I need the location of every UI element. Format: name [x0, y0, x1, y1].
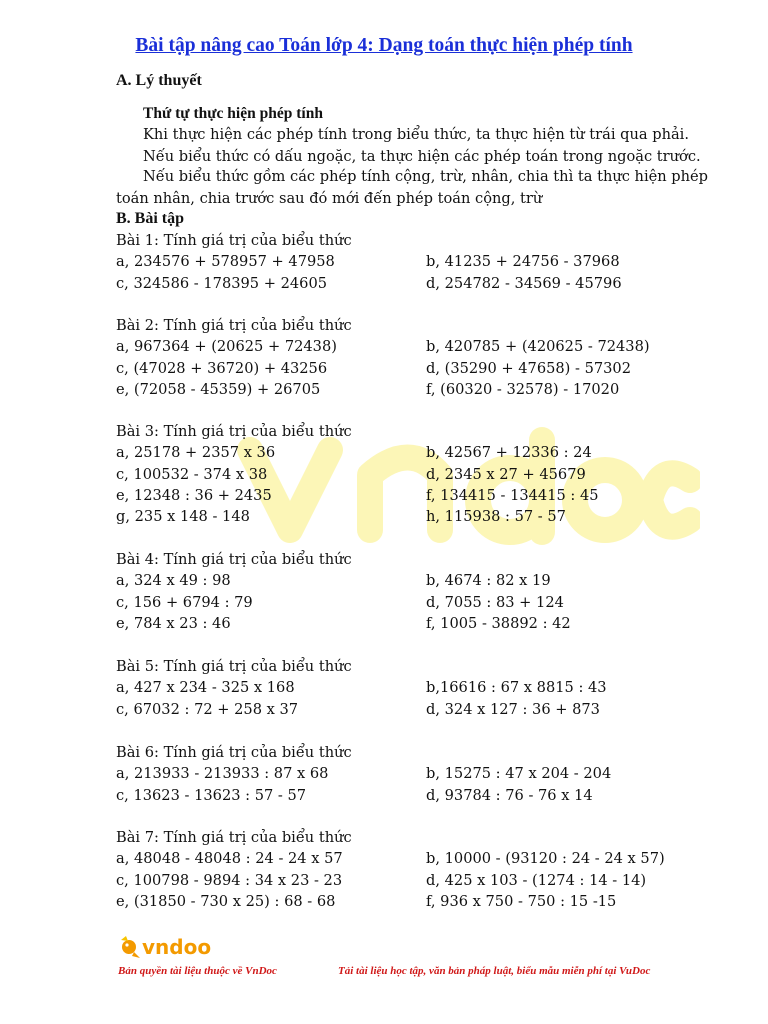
- section-a-subheading: Thứ tự thực hiện phép tính: [143, 105, 323, 122]
- exercise-item: b, 42567 + 12336 : 24: [426, 444, 592, 462]
- exercise-item: h, 115938 : 57 - 57: [426, 508, 566, 526]
- exercise-item: f, 936 x 750 - 750 : 15 -15: [426, 892, 617, 910]
- section-a-heading: A. Lý thuyết: [116, 72, 202, 89]
- footer-copyright: Bản quyền tài liệu thuộc về VnDoc: [118, 965, 277, 977]
- exercise-item: b, 10000 - (93120 : 24 - 24 x 57): [426, 850, 665, 868]
- exercise-title: Bài 2: Tính giá trị của biểu thức: [116, 317, 352, 334]
- rule-3: Nếu biểu thức gồm các phép tính cộng, trừ, nhân, chia thì ta thực hiện phép toán nhân, chia trước sau đó mới đến phép toán cộng, trừ: [116, 168, 709, 207]
- exercise-item: g, 235 x 148 - 148: [116, 508, 250, 526]
- exercise-item: e, (72058 - 45359) + 26705: [116, 380, 321, 398]
- exercise-item: b, 4674 : 82 x 19: [426, 572, 551, 590]
- logo-text: vndoo: [142, 935, 212, 959]
- exercise-item: c, 156 + 6794 : 79: [116, 593, 253, 611]
- vndoc-logo-icon: [118, 932, 228, 962]
- exercise-item: a, 427 x 234 - 325 x 168: [116, 679, 295, 697]
- exercise-item: f, 1005 - 38892 : 42: [426, 614, 571, 632]
- rule-2: Nếu biểu thức có dấu ngoặc, ta thực hiện các phép toán trong ngoặc trước.: [143, 148, 701, 165]
- exercise-item: c, 324586 - 178395 + 24605: [116, 274, 328, 292]
- exercise-item: c, 100798 - 9894 : 34 x 23 - 23: [116, 871, 343, 889]
- page-title: Bài tập nâng cao Toán lớp 4: Dạng toán thực hiện phép tính: [135, 35, 633, 56]
- exercise-item: a, 213933 - 213933 : 87 x 68: [116, 765, 329, 783]
- exercise-title: Bài 1: Tính giá trị của biểu thức: [116, 232, 352, 249]
- exercise-item: d, 254782 - 34569 - 45796: [426, 274, 622, 292]
- exercise-item: d, 324 x 127 : 36 + 873: [426, 700, 600, 718]
- exercise-item: a, 25178 + 2357 x 36: [116, 444, 276, 462]
- exercise-item: e, (31850 - 730 x 25) : 68 - 68: [116, 892, 336, 910]
- exercise-item: c, 100532 - 374 x 38: [116, 465, 268, 483]
- exercise-item: c, 67032 : 72 + 258 x 37: [116, 700, 299, 718]
- exercise-item: b, 420785 + (420625 - 72438): [426, 338, 650, 356]
- exercise-item: a, 48048 - 48048 : 24 - 24 x 57: [116, 850, 343, 868]
- exercise-title: Bài 7: Tính giá trị của biểu thức: [116, 829, 352, 846]
- footer-download-link[interactable]: Tải tài liệu học tập, văn bản pháp luật, biểu mẫu miễn phí tại VuDoc: [338, 965, 651, 977]
- exercise-item: d, 7055 : 83 + 124: [426, 593, 564, 611]
- exercise-item: c, (47028 + 36720) + 43256: [116, 359, 328, 377]
- exercise-item: e, 784 x 23 : 46: [116, 614, 231, 632]
- exercise-item: b,16616 : 67 x 8815 : 43: [426, 679, 607, 697]
- exercise-item: a, 234576 + 578957 + 47958: [116, 253, 335, 271]
- exercise-title: Bài 4: Tính giá trị của biểu thức: [116, 551, 352, 568]
- exercise-item: f, (60320 - 32578) - 17020: [426, 380, 620, 398]
- exercise-item: a, 967364 + (20625 + 72438): [116, 338, 337, 356]
- section-b-heading: B. Bài tập: [116, 210, 185, 227]
- exercise-item: f, 134415 - 134415 : 45: [426, 486, 599, 504]
- exercise-item: e, 12348 : 36 + 2435: [116, 486, 272, 504]
- exercise-item: d, 2345 x 27 + 45679: [426, 465, 586, 483]
- exercise-title: Bài 3: Tính giá trị của biểu thức: [116, 423, 352, 440]
- exercise-item: a, 324 x 49 : 98: [116, 572, 231, 590]
- rule-1: Khi thực hiện các phép tính trong biểu thức, ta thực hiện từ trái qua phải.: [143, 126, 689, 143]
- exercise-item: b, 15275 : 47 x 204 - 204: [426, 765, 612, 783]
- exercise-title: Bài 6: Tính giá trị của biểu thức: [116, 744, 352, 761]
- exercise-title: Bài 5: Tính giá trị của biểu thức: [116, 658, 352, 675]
- exercise-item: d, (35290 + 47658) - 57302: [426, 359, 631, 377]
- exercise-item: d, 93784 : 76 - 76 x 14: [426, 786, 593, 804]
- exercise-item: d, 425 x 103 - (1274 : 14 - 14): [426, 871, 647, 889]
- exercise-item: c, 13623 - 13623 : 57 - 57: [116, 786, 307, 804]
- exercise-item: b, 41235 + 24756 - 37968: [426, 253, 620, 271]
